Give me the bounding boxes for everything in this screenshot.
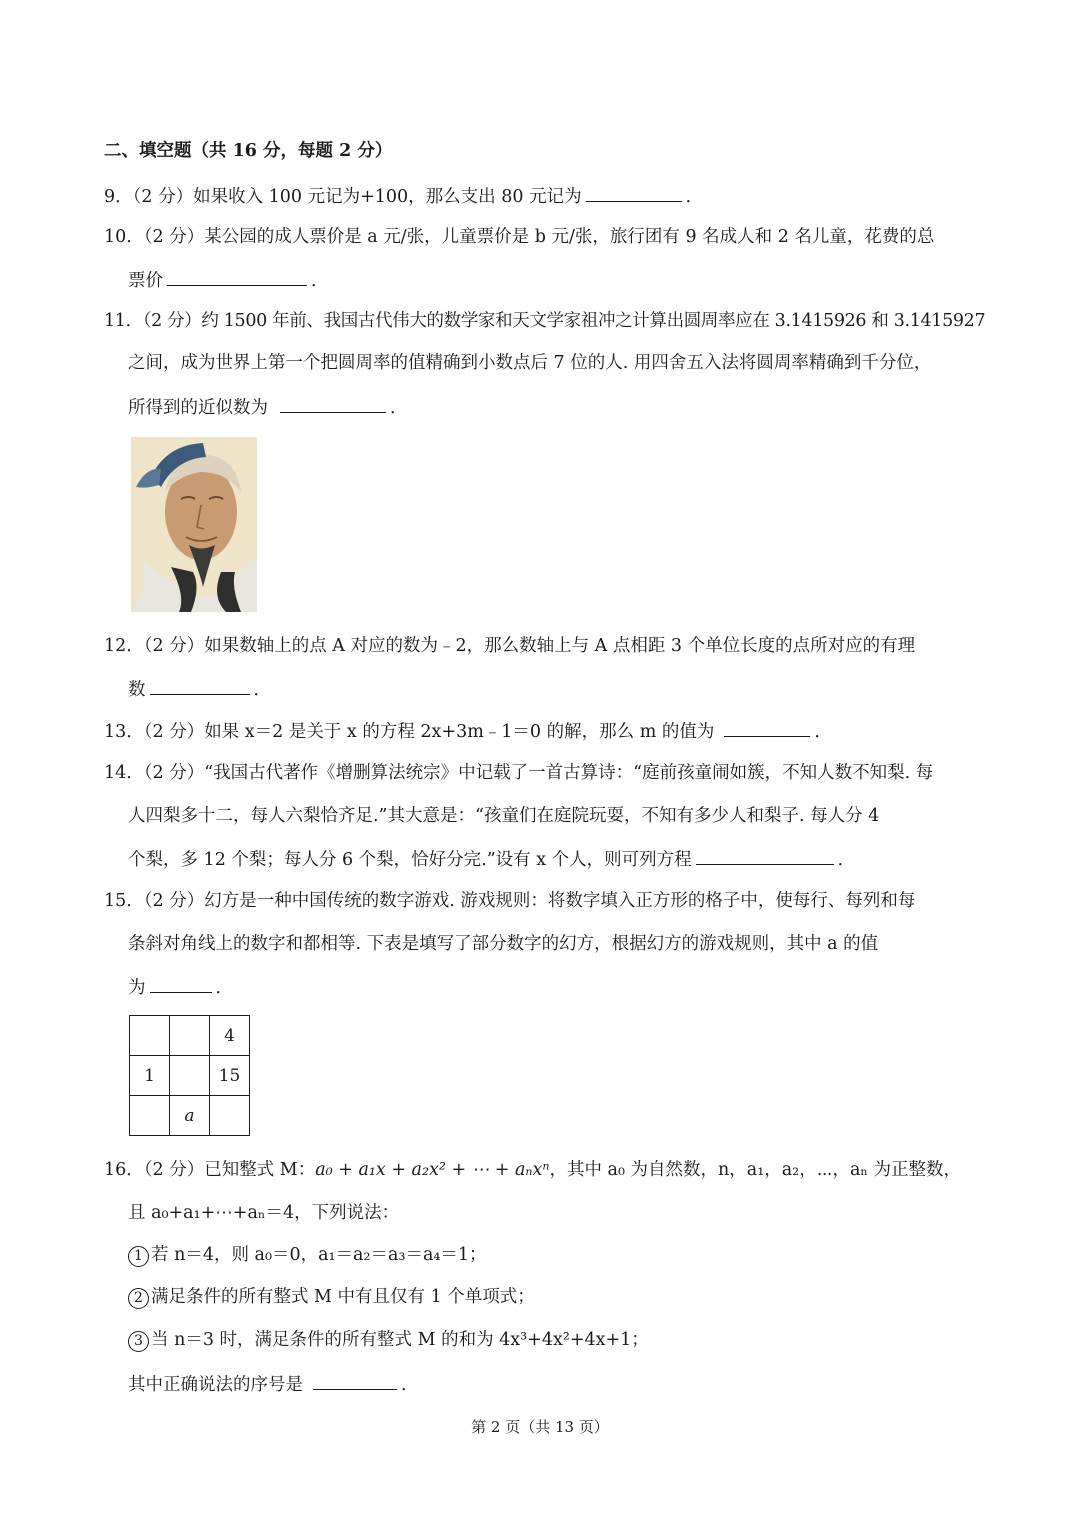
q14-line3-text: 个梨，多 12 个梨；每人分 6 个梨，恰好分完.”设有 x 个人，则可列方程 xyxy=(128,850,692,870)
q16-answer-blank[interactable] xyxy=(313,1371,397,1390)
q16-end: ． xyxy=(401,1375,419,1395)
question-14-line2: 人四梨多十二，每人六梨恰齐足.”其大意是：“孩童们在庭院玩耍，不知有多少人和梨子. 每人分 4 xyxy=(128,806,880,826)
question-14-line1: 14．（2 分）“我国古代著作《增删算法统宗》中记载了一首古算诗：“庭前孩童闹如簇，不知人数不知梨. 每 xyxy=(104,763,934,783)
magic-cell xyxy=(130,1016,170,1056)
question-15-line1: 15．（2 分）幻方是一种中国传统的数字游戏. 游戏规则：将数字填入正方形的格子中，使每行、每列和每 xyxy=(104,891,916,911)
q9-answer-blank[interactable] xyxy=(586,183,682,202)
q10-line2-text: 票价 xyxy=(128,271,163,291)
q16-opt1-text: 若 n＝4，则 a₀＝0，a₁＝a₂＝a₃＝a₄＝1； xyxy=(151,1245,487,1265)
question-14-line3 xyxy=(128,846,1008,872)
q16-opt3-text: 当 n＝3 时，满足条件的所有整式 M 的和为 4x³+4x²+4x+1； xyxy=(151,1330,649,1350)
option-number-2: 2 xyxy=(128,1288,149,1309)
question-10-line2 xyxy=(128,267,1008,293)
q11-line3-text: 所得到的近似数为 xyxy=(128,398,268,418)
question-16-option-2 xyxy=(128,1285,1008,1309)
question-16-option-1 xyxy=(128,1243,1008,1267)
q9-text: 9．（2 分）如果收入 100 元记为+100，那么支出 80 元记为 xyxy=(104,187,582,207)
question-16-line2: 且 a₀+a₁+⋯+aₙ＝4，下列说法： xyxy=(128,1203,400,1223)
q15-end: ． xyxy=(215,978,233,998)
question-11-line1: 11．（2 分）约 1500 年前、我国古代伟大的数学家和天文学家祖冲之计算出圆周率应在 3.1415926 和 3.1415927 xyxy=(104,311,986,331)
question-11-line3 xyxy=(128,394,1008,420)
magic-cell xyxy=(170,1056,210,1096)
question-16-option-3 xyxy=(128,1328,1008,1352)
magic-cell xyxy=(130,1096,170,1136)
q16-prefix: 16．（2 分）已知整式 M： xyxy=(104,1160,316,1180)
q16-last-text: 其中正确说法的序号是 xyxy=(128,1375,303,1395)
q12-answer-blank[interactable] xyxy=(150,676,250,695)
question-12-line1: 12．（2 分）如果数轴上的点 A 对应的数为﹣2，那么数轴上与 A 点相距 3 个单位长度的点所对应的有理 xyxy=(104,636,916,656)
question-13 xyxy=(104,718,984,744)
q16-formula: a₀ + a₁x + a₂x² + ⋯ + aₙxⁿ xyxy=(315,1160,550,1180)
table-row xyxy=(130,1096,250,1136)
q16-opt2-text: 满足条件的所有整式 M 中有且仅有 1 个单项式； xyxy=(151,1287,535,1307)
magic-cell xyxy=(170,1016,210,1056)
question-10-line1: 10．（2 分）某公园的成人票价是 a 元/张，儿童票价是 b 元/张，旅行团有 9 名成人和 2 名儿童，花费的总 xyxy=(104,227,935,247)
q9-end: ． xyxy=(685,187,704,207)
q15-answer-blank[interactable] xyxy=(150,974,212,993)
question-12-line2 xyxy=(128,676,1008,702)
question-15-line2: 条斜对角线上的数字和都相等. 下表是填写了部分数字的幻方，根据幻方的游戏规则，其中 a 的值 xyxy=(128,934,879,954)
table-row xyxy=(130,1056,250,1096)
question-16-line1 xyxy=(104,1158,984,1182)
magic-cell: 4 xyxy=(210,1016,250,1056)
magic-square-table xyxy=(129,1015,250,1136)
question-9 xyxy=(104,183,984,209)
question-15-line3 xyxy=(128,974,1008,1000)
section-header: 二、填空题（共 16 分，每题 2 分） xyxy=(104,141,393,161)
magic-cell: 1 xyxy=(130,1056,170,1096)
q13-answer-blank[interactable] xyxy=(724,718,810,737)
q14-answer-blank[interactable] xyxy=(696,846,834,865)
question-16-last xyxy=(128,1371,1008,1397)
magic-cell: 15 xyxy=(210,1056,250,1096)
zu-chongzhi-portrait xyxy=(131,437,257,612)
q10-end: ． xyxy=(311,271,329,291)
q16-suffix: ，其中 a₀ 为自然数，n，a₁，a₂，⋯，aₙ 为正整数， xyxy=(549,1160,962,1180)
table-row xyxy=(130,1016,250,1056)
q11-end: ． xyxy=(390,398,408,418)
q13-end: ． xyxy=(814,722,832,742)
q12-end: ． xyxy=(253,680,271,700)
question-11-line2: 之间，成为世界上第一个把圆周率的值精确到小数点后 7 位的人. 用四舍五入法将圆周率精确到千分位， xyxy=(128,353,932,373)
option-number-3: 3 xyxy=(128,1331,149,1352)
q11-answer-blank[interactable] xyxy=(280,394,386,413)
option-number-1: 1 xyxy=(128,1246,149,1267)
q10-answer-blank[interactable] xyxy=(167,267,307,286)
magic-cell-a: a xyxy=(170,1096,210,1136)
q15-line3-text: 为 xyxy=(128,978,146,998)
page-footer: 第 2 页（共 13 页） xyxy=(471,1418,609,1436)
magic-cell xyxy=(210,1096,250,1136)
q13-text: 13．（2 分）如果 x＝2 是关于 x 的方程 2x+3m﹣1＝0 的解，那么 m 的值为 xyxy=(104,722,715,742)
q12-line2-text: 数 xyxy=(128,680,146,700)
q14-end: ． xyxy=(837,850,856,870)
